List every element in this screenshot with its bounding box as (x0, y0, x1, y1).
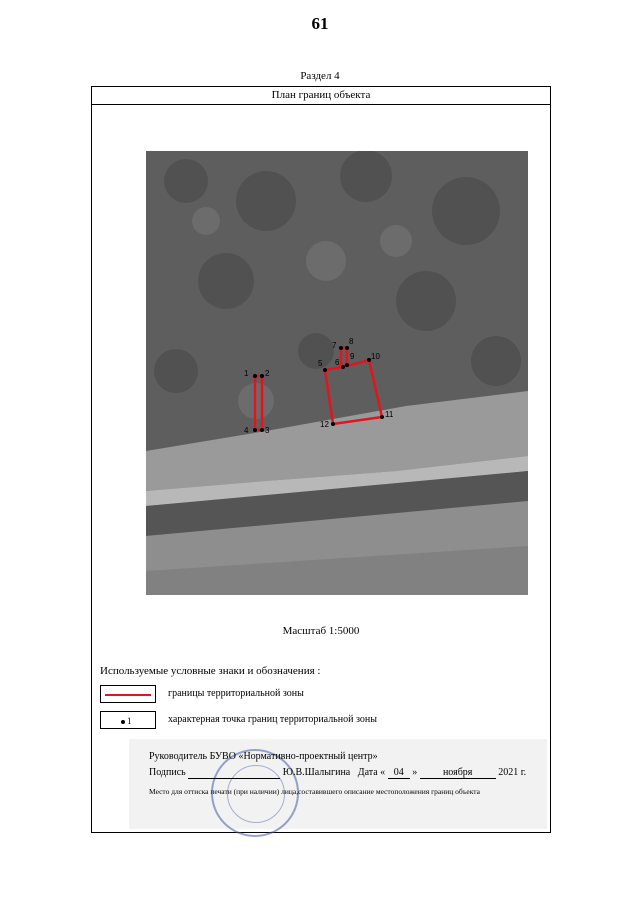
section-label: Раздел 4 (300, 70, 340, 82)
page-number: 61 (311, 14, 329, 33)
point-label: 12 (320, 420, 329, 429)
stamp-place-note: Место для оттиска печати (при наличии) лица,составившего описание местоположения границ объекта (149, 787, 480, 796)
point-label: 1 (244, 369, 249, 378)
point-label: 5 (318, 359, 323, 368)
point-label: 11 (385, 410, 394, 419)
map-scale: Масштаб 1:5000 (282, 625, 360, 637)
date-day: 04 (388, 767, 410, 779)
signer-name: Ю.В.Шалыгина (282, 767, 351, 778)
aerial-photo (146, 151, 528, 595)
point-label: 4 (244, 426, 249, 435)
aerial-map (146, 151, 528, 595)
point-label: 3 (265, 426, 270, 435)
signature-head: Руководитель БУВО «Нормативно-проектный центр» (149, 751, 378, 762)
frame-title: План границ объекта (92, 87, 550, 105)
legend-item-text: границы территориальной зоны (168, 688, 304, 699)
point-label: 8 (349, 337, 354, 346)
boundary-plan-frame (91, 86, 551, 833)
legend-symbol-box (100, 685, 156, 703)
point-icon: 1 (121, 716, 132, 726)
red-line-icon (105, 694, 151, 696)
legend-item-text: характерная точка границ территориальной зоны (168, 714, 377, 725)
point-label: 7 (332, 341, 337, 350)
point-label: 6 (335, 358, 340, 367)
date-month: ноября (420, 767, 496, 779)
point-label: 2 (265, 369, 270, 378)
legend-heading: Используемые условные знаки и обозначения : (100, 665, 321, 677)
date-year: 2021 г. (498, 767, 527, 778)
point-label: 10 (371, 352, 380, 361)
signature-block (129, 739, 547, 829)
legend-symbol-box (100, 711, 156, 729)
signature-line: Подпись Ю.В.Шалыгина Дата « 04 » ноября 2021 г. (149, 767, 527, 778)
point-label: 9 (350, 352, 355, 361)
signature-field (188, 767, 280, 779)
